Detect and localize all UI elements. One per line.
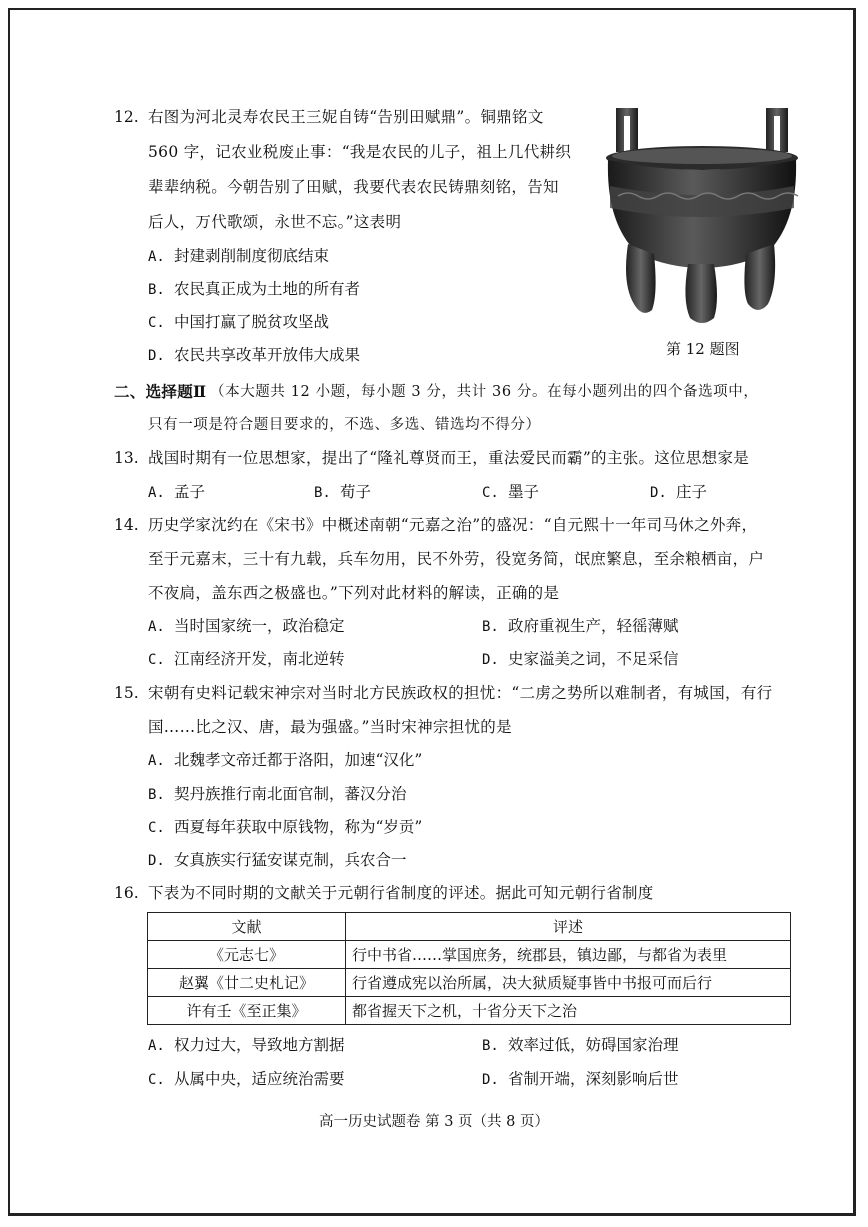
question-text-line: 国……比之汉、唐，最为强盛。”当时宋神宗担忧的是 [148, 718, 512, 736]
option-c[interactable]: C. 西夏每年获取中原钱物，称为“岁贡” [148, 818, 423, 836]
table-cell: 都省握天下之机，十省分天下之治 [346, 997, 791, 1025]
option-c[interactable]: C. 江南经济开发，南北逆转 [148, 650, 345, 668]
question-text-line: 宋朝有史料记载宋神宗对当时北方民族政权的担忧：“二虏之势所以难制者，有城国，有行 [148, 684, 773, 702]
table-cell: 行中书省……掌国庶务，统郡县，镇边鄙，与都省为表里 [346, 941, 791, 969]
image-caption: 第 12 题图 [666, 340, 740, 358]
option-b[interactable]: B. 政府重视生产，轻徭薄赋 [482, 617, 679, 635]
question-text-line: 战国时期有一位思想家，提出了“隆礼尊贤而王，重法爱民而霸”的主张。这位思想家是 [148, 449, 750, 467]
question-number: 15. [114, 684, 139, 702]
option-a[interactable]: A. 北魏孝文帝迁都于洛阳，加速“汉化” [148, 751, 423, 769]
question-number: 14. [114, 516, 139, 534]
question-number: 13. [114, 449, 139, 467]
option-b[interactable]: B. 荀子 [314, 483, 372, 501]
option-a[interactable]: A. 权力过大，导致地方割据 [148, 1036, 345, 1054]
option-a[interactable]: A. 封建剥削制度彻底结束 [148, 247, 330, 265]
table-header: 评述 [346, 913, 791, 941]
page-footer: 高一历史试题卷 第 3 页（共 8 页） [319, 1114, 549, 1130]
question-text-line: 560 字，记农业税废止事：“我是农民的儿子，祖上几代耕织 [148, 143, 572, 161]
table-cell: 行省遵成宪以治所属，决大狱质疑事皆中书报可而后行 [346, 969, 791, 997]
option-b[interactable]: B. 农民真正成为土地的所有者 [148, 280, 361, 298]
bronze-ding-icon [598, 104, 810, 330]
option-b[interactable]: B. 效率过低，妨碍国家治理 [482, 1036, 679, 1054]
question-text-line: 下表为不同时期的文献关于元朝行省制度的评述。据此可知元朝行省制度 [148, 884, 654, 902]
option-a[interactable]: A. 当时国家统一，政治稳定 [148, 617, 345, 635]
table-row [148, 941, 791, 969]
question-text-line: 历史学家沈约在《宋书》中概述南朝“元嘉之治”的盛况：“自元熙十一年司马休之外奔， [148, 516, 758, 534]
section-title: 二、选择题Ⅱ [114, 382, 207, 401]
question-number: 16. [114, 884, 139, 902]
option-a[interactable]: A. 孟子 [148, 483, 206, 501]
table-cell: 《元志七》 [148, 941, 346, 969]
option-c[interactable]: C. 从属中央，适应统治需要 [148, 1070, 345, 1088]
table-header: 文献 [148, 913, 346, 941]
option-d[interactable]: D. 省制开端，深刻影响后世 [482, 1070, 679, 1088]
section-note: （本大题共 12 小题，每小题 3 分，共计 36 分。在每小题列出的四个备选项中， [210, 384, 759, 400]
option-d[interactable]: D. 庄子 [650, 483, 708, 501]
question-text-line: 后人，万代歌颂，永世不忘。”这表明 [148, 213, 402, 231]
table-cell: 许有壬《至正集》 [148, 997, 346, 1025]
option-c[interactable]: C. 中国打赢了脱贫攻坚战 [148, 313, 330, 331]
question-text-line: 辈辈纳税。今朝告别了田赋，我要代表农民铸鼎刻铭，告知 [148, 178, 559, 196]
table-cell: 赵翼《廿二史札记》 [148, 969, 346, 997]
question-text-line: 右图为河北灵寿农民王三妮自铸“告别田赋鼎”。铜鼎铭文 [148, 108, 544, 126]
question-text-line: 不夜扃，盖东西之极盛也。”下列对此材料的解读，正确的是 [148, 584, 560, 602]
section-note: 只有一项是符合题目要求的，不选、多选、错选均不得分） [148, 417, 541, 433]
option-d[interactable]: D. 史家溢美之词，不足采信 [482, 650, 679, 668]
question-number: 12. [114, 108, 139, 126]
option-d[interactable]: D. 农民共享改革开放伟大成果 [148, 346, 361, 364]
table-header-row [148, 913, 791, 941]
option-c[interactable]: C. 墨子 [482, 483, 540, 501]
table-row [148, 969, 791, 997]
option-d[interactable]: D. 女真族实行猛安谋克制，兵农合一 [148, 851, 407, 869]
literature-table [147, 912, 791, 1025]
question-text-line: 至于元嘉末，三十有九载，兵车勿用，民不外劳，役宽务简，氓庶繁息，至余粮栖亩，户 [148, 550, 765, 568]
option-b[interactable]: B. 契丹族推行南北面官制，蕃汉分治 [148, 785, 407, 803]
table-row [148, 997, 791, 1025]
